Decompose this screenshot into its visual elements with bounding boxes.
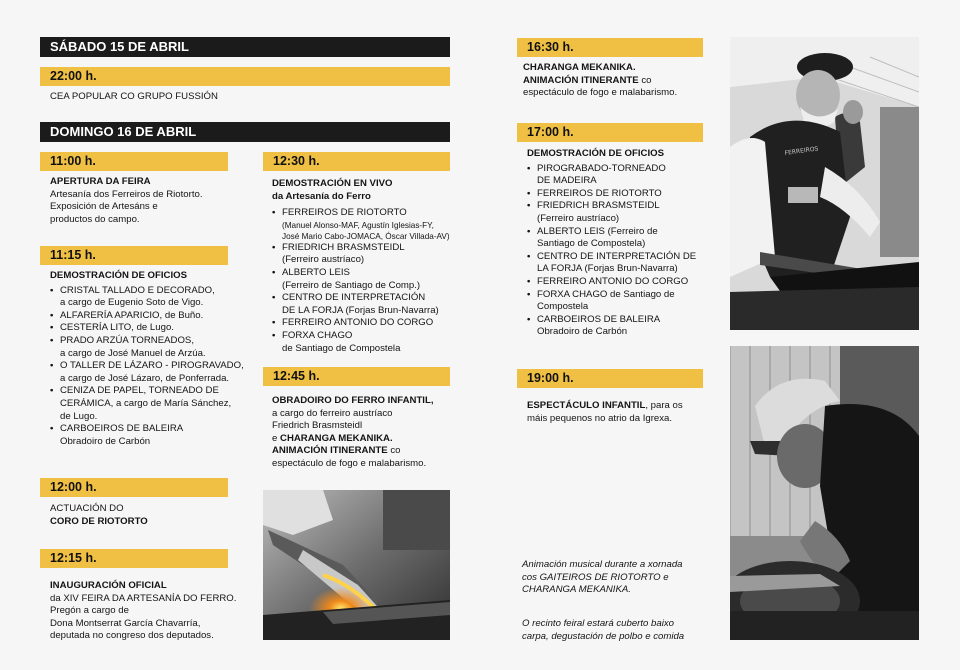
time-bar-1700: 17:00 h.: [517, 123, 703, 142]
event-1215-line1: INAUGURACIÓN OFICIAL: [50, 580, 167, 591]
event-1900-line2: máis pequenos no atrio da Igrexa.: [527, 412, 673, 424]
event-1245-line6: espectáculo de fogo e malabarismo.: [272, 457, 427, 469]
list-item: • CENTRO DE INTERPRETACIÓN DE LA FORJA (Forjas Brun-Navarra): [527, 251, 717, 276]
event-1700: [527, 148, 717, 339]
event-1900-line1: ESPECTÁCULO INFANTIL, para os: [527, 400, 683, 411]
blacksmith-grinding-photo: [730, 346, 919, 640]
blacksmith-anvil-image: [730, 37, 919, 330]
event-1700-list: [527, 163, 717, 339]
event-1245-line1: OBRADOIRO DO FERRO INFANTIL,: [272, 395, 434, 406]
event-1200-line1: ACTUACIÓN DO: [50, 503, 124, 514]
event-1115: [50, 270, 260, 448]
music-note-line: CHARANGA MEKANIKA.: [522, 584, 631, 596]
event-1630: [523, 62, 723, 100]
time-bar-1230: 12:30 h.: [263, 152, 450, 171]
list-item: • FRIEDRICH BRASMSTEIDL (Ferreiro austríaco): [527, 200, 717, 225]
event-1230: [272, 178, 462, 355]
list-item: • FRIEDRICH BRASMSTEIDL (Ferreiro austríaco): [272, 242, 462, 267]
list-item: • FORXA CHAGO de Santiago de Compostela: [527, 289, 717, 314]
event-1245: [272, 395, 462, 471]
event-1100-line: Exposición de Artesáns e: [50, 201, 158, 213]
event-1200-line2: CORO DE RIOTORTO: [50, 515, 148, 527]
list-item: • FERREIROS DE RIOTORTO: [527, 188, 717, 201]
list-item: • CENTRO DE INTERPRETACIÓN DE LA FORJA (Forjas Brun-Navarra): [272, 292, 462, 317]
apron-text: FERREIROS: [784, 145, 819, 157]
event-1245-line2: a cargo do ferreiro austríaco: [272, 407, 393, 419]
list-item: • CENIZA DE PAPEL, TORNEADO DE CERÁMICA, a cargo de María Sánchez, de Lugo.: [50, 385, 260, 423]
event-2200-text: CEA POPULAR CO GRUPO FUSSIÓN: [50, 91, 218, 102]
event-1100-title: APERTURA DA FEIRA: [50, 176, 151, 187]
time-bar-1215: 12:15 h.: [40, 549, 228, 568]
event-2200: [50, 91, 450, 104]
event-1245-line4: e CHARANGA MEKANIKA.: [272, 432, 393, 444]
list-item: • ALBERTO LEIS (Ferreiro de Santiago de Comp.): [272, 267, 462, 292]
list-item: • FERREIROS DE RIOTORTO (Manuel Alonso-MAF, Agustín Iglesias-FY, José Mario Cabo-JOMACA, Óscar Villada-AV): [272, 207, 462, 242]
event-1630-line2: ANIMACIÓN ITINERANTE co: [523, 74, 652, 86]
event-1630-line3: espectáculo de fogo e malabarismo.: [523, 87, 678, 99]
list-item: • CARBOEIROS DE BALEIRA Obradoiro de Carbón: [50, 423, 260, 448]
list-item: • PRADO ARZÚA TORNEADOS, a cargo de José Manuel de Arzúa.: [50, 335, 260, 360]
event-1215-line5: deputada no congreso dos deputados.: [50, 630, 214, 642]
day-header-saturday: SÁBADO 15 DE ABRIL: [40, 37, 450, 57]
forging-blade-photo: [263, 490, 450, 640]
venue-note-line: O recinto feiral estará cuberto baixo: [522, 618, 674, 629]
list-item: • FERREIRO ANTONIO DO CORGO: [527, 276, 717, 289]
venue-note: [522, 618, 722, 643]
time-bar-1245: 12:45 h.: [263, 367, 450, 386]
list-item: • ALBERTO LEIS (Ferreiro de Santiago de Compostela): [527, 226, 717, 251]
event-1100-line: Artesanía dos Ferreiros de Riotorto.: [50, 188, 203, 200]
venue-note-line: carpa, degustación de polbo e comida: [522, 630, 685, 642]
list-item: • CESTERÍA LITO, de Lugo.: [50, 322, 260, 335]
event-1230-title1: DEMOSTRACIÓN EN VIVO: [272, 178, 393, 189]
time-bar-1630: 16:30 h.: [517, 38, 703, 57]
time-bar-1900: 19:00 h.: [517, 369, 703, 388]
event-1100: [50, 176, 240, 226]
time-bar-1200: 12:00 h.: [40, 478, 228, 497]
event-1200: [50, 503, 240, 528]
event-1900: [527, 400, 717, 425]
blacksmith-grinding-image: [730, 346, 919, 640]
day-header-sunday: DOMINGO 16 DE ABRIL: [40, 122, 450, 142]
event-1215: [50, 580, 260, 643]
list-item: • O TALLER DE LÁZARO - PIROGRAVADO, a cargo de José Lázaro, de Ponferrada.: [50, 360, 260, 385]
event-1245-line3: Friedrich Brasmsteidl: [272, 420, 363, 432]
event-1230-title2: da Artesanía do Ferro: [272, 190, 371, 202]
event-1115-title: DEMOSTRACIÓN DE OFICIOS: [50, 270, 187, 281]
event-1630-line1: CHARANGA MEKANIKA.: [523, 62, 636, 73]
list-item: • CRISTAL TALLADO E DECORADO, a cargo de Eugenio Soto de Vigo.: [50, 285, 260, 310]
forging-blade-image: [263, 490, 450, 640]
time-bar-1115: 11:15 h.: [40, 246, 228, 265]
list-item: • PIROGRABADO-TORNEADO DE MADEIRA: [527, 163, 717, 188]
event-1215-line2: da XIV FEIRA DA ARTESANÍA DO FERRO.: [50, 592, 237, 604]
blacksmith-anvil-photo: [730, 37, 919, 330]
event-1100-line: productos do campo.: [50, 213, 140, 225]
event-1230-list: [272, 207, 462, 355]
event-1115-list: [50, 285, 260, 449]
event-1215-line4: Dona Montserrat García Chavarría,: [50, 617, 201, 629]
event-1700-title: DEMOSTRACIÓN DE OFICIOS: [527, 148, 664, 159]
music-note-line: cos GAITEIROS DE RIOTORTO e: [522, 571, 669, 583]
time-bar-1100: 11:00 h.: [40, 152, 228, 171]
list-item: • CARBOEIROS DE BALEIRA Obradoiro de Carbón: [527, 314, 717, 339]
list-item: • FERREIRO ANTONIO DO CORGO: [272, 317, 462, 330]
event-1215-line3: Pregón a cargo de: [50, 605, 129, 617]
list-item: • ALFARERÍA APARICIO, de Buño.: [50, 310, 260, 323]
list-item: • FORXA CHAGO de Santiago de Compostela: [272, 330, 462, 355]
event-1245-line5: ANIMACIÓN ITINERANTE co: [272, 445, 401, 457]
music-note: [522, 559, 722, 597]
music-note-line: Animación musical durante a xornada: [522, 559, 683, 570]
time-bar-2200: 22:00 h.: [40, 67, 450, 86]
